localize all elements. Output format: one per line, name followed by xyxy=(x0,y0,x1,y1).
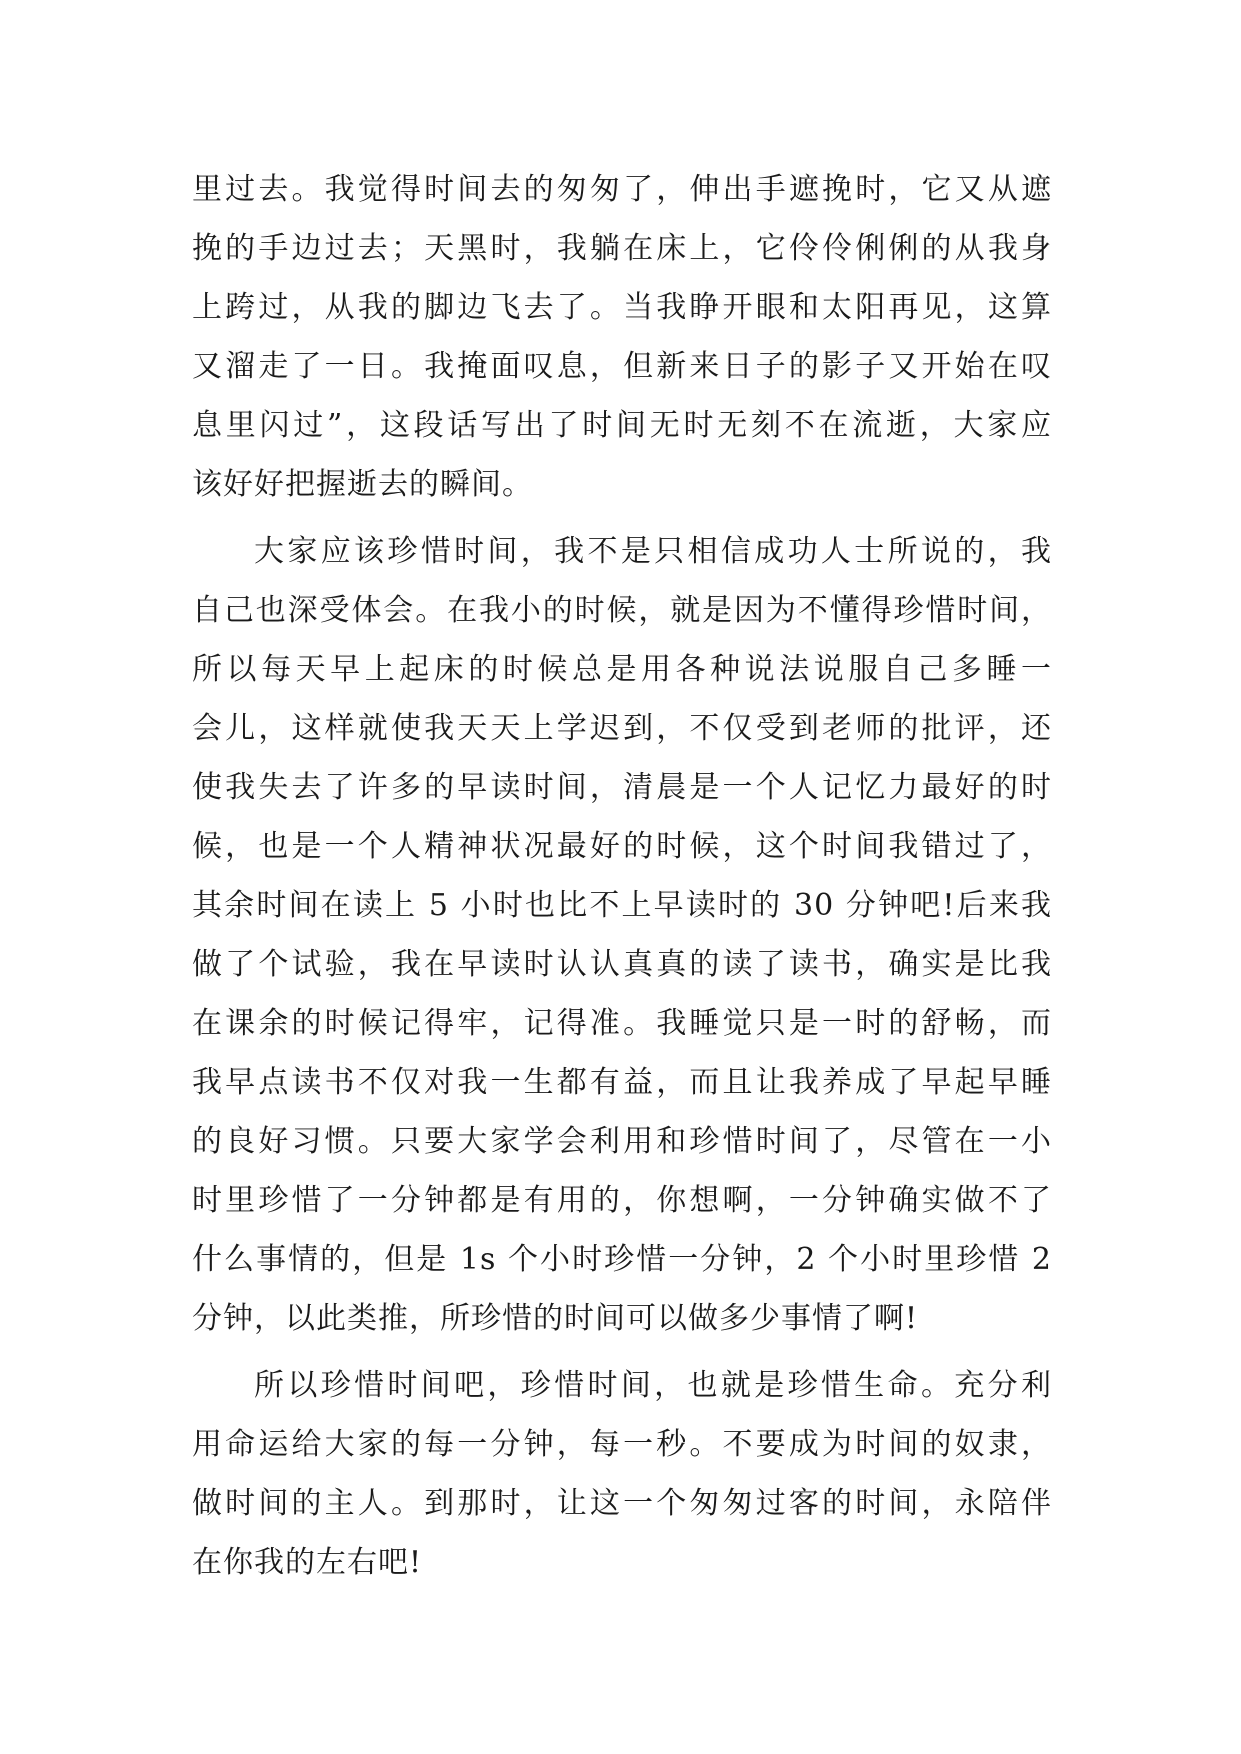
document-body xyxy=(192,160,1052,1592)
paragraph-line: 息里闪过”，这段话写出了时间无时无刻不在流逝，大家应 xyxy=(192,408,1052,443)
paragraph-line: 所以每天早上起床的时候总是用各种说法说服自己多睡一 xyxy=(192,652,1052,687)
paragraph-line: 其余时间在读上 5 小时也比不上早读时的 30 分钟吧!后来我 xyxy=(192,888,1052,923)
paragraph-1 xyxy=(192,160,1052,514)
paragraph-3 xyxy=(192,1356,1052,1592)
paragraph-line: 会儿，这样就使我天天上学迟到，不仅受到老师的批评，还 xyxy=(192,711,1052,746)
paragraph-line: 做了个试验，我在早读时认认真真的读了读书，确实是比我 xyxy=(192,947,1052,982)
paragraph-line: 挽的手边过去；天黑时，我躺在床上，它伶伶俐俐的从我身 xyxy=(192,231,1052,266)
paragraph-line: 什么事情的，但是 1s 个小时珍惜一分钟，2 个小时里珍惜 2 xyxy=(192,1242,1052,1277)
paragraph-line: 使我失去了许多的早读时间，清晨是一个人记忆力最好的时 xyxy=(192,770,1052,805)
paragraph-line: 自己也深受体会。在我小的时候，就是因为不懂得珍惜时间， xyxy=(192,593,1052,628)
paragraph-line: 我早点读书不仅对我一生都有益，而且让我养成了早起早睡 xyxy=(192,1065,1052,1100)
paragraph-line: 里过去。我觉得时间去的匆匆了，伸出手遮挽时，它又从遮 xyxy=(192,172,1052,207)
paragraph-line: 做时间的主人。到那时，让这一个匆匆过客的时间，永陪伴 xyxy=(192,1486,1052,1521)
paragraph-line: 上跨过，从我的脚边飞去了。当我睁开眼和太阳再见，这算 xyxy=(192,290,1052,325)
paragraph-line: 又溜走了一日。我掩面叹息，但新来日子的影子又开始在叹 xyxy=(192,349,1052,384)
paragraph-line: 该好好把握逝去的瞬间。 xyxy=(192,467,533,502)
paragraph-gap xyxy=(192,514,1052,522)
paragraph-line: 在你我的左右吧! xyxy=(192,1545,423,1580)
paragraph-line: 时里珍惜了一分钟都是有用的，你想啊，一分钟确实做不了 xyxy=(192,1183,1052,1218)
paragraph-line: 用命运给大家的每一分钟，每一秒。不要成为时间的奴隶， xyxy=(192,1427,1052,1462)
paragraph-line: 的良好习惯。只要大家学会利用和珍惜时间了，尽管在一小 xyxy=(192,1124,1052,1159)
paragraph-line: 分钟，以此类推，所珍惜的时间可以做多少事情了啊! xyxy=(192,1301,919,1336)
paragraph-2 xyxy=(192,522,1052,1348)
paragraph-line: 候，也是一个人精神状况最好的时候，这个时间我错过了， xyxy=(192,829,1052,864)
paragraph-line: 在课余的时候记得牢，记得准。我睡觉只是一时的舒畅，而 xyxy=(192,1006,1052,1041)
paragraph-line: 所以珍惜时间吧，珍惜时间，也就是珍惜生命。充分利 xyxy=(254,1368,1052,1403)
paragraph-line: 大家应该珍惜时间，我不是只相信成功人士所说的，我 xyxy=(254,534,1052,569)
paragraph-gap xyxy=(192,1348,1052,1356)
